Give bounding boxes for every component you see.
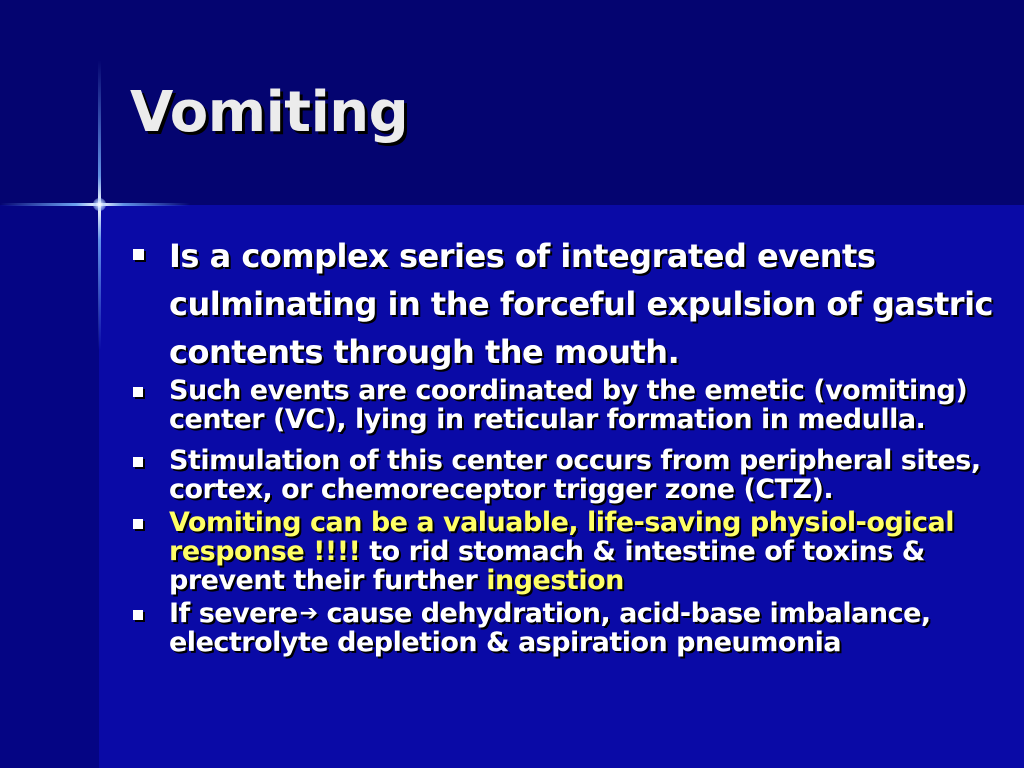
bullet-text: Stimulation of this center occurs from peripheral sites, cortex, or chemoreceptor trigger zone (CTZ). xyxy=(169,445,981,505)
bullet-item xyxy=(130,376,1010,434)
square-bullet-icon xyxy=(133,610,143,620)
bullet-highlight-text: Vomiting can be a valuable, life-saving physiol-ogical response !!!! xyxy=(169,507,955,567)
slide-title: Vomiting xyxy=(130,80,409,145)
square-bullet-icon xyxy=(133,249,144,260)
bullet-item xyxy=(130,232,1010,376)
square-bullet-icon xyxy=(133,457,143,467)
bullet-list xyxy=(130,232,1010,657)
bullet-lead-text: If severe xyxy=(169,598,298,629)
bullet-item xyxy=(130,599,1010,657)
square-bullet-icon xyxy=(133,519,143,529)
bullet-text: to rid stomach & intestine of toxins & prevent their further xyxy=(169,536,925,596)
arrow-right-icon: ➔ xyxy=(299,601,318,626)
bullet-item xyxy=(130,508,1010,595)
bullet-text: Is a complex series of integrated events culminating in the forceful expulsion of gastric contents through the mouth. xyxy=(169,237,994,371)
left-band xyxy=(0,205,99,768)
bullet-text: cause dehydration, acid-base imbalance, electrolyte depletion & aspiration pneumonia xyxy=(169,598,931,658)
bullet-highlight-end-text: ingestion xyxy=(486,565,624,596)
square-bullet-icon xyxy=(133,387,143,397)
bullet-item xyxy=(130,446,1010,504)
star-sparkle-icon xyxy=(93,198,106,211)
bullet-text: Such events are coordinated by the emetic (vomiting) center (VC), lying in reticular formation in medulla. xyxy=(169,375,968,435)
